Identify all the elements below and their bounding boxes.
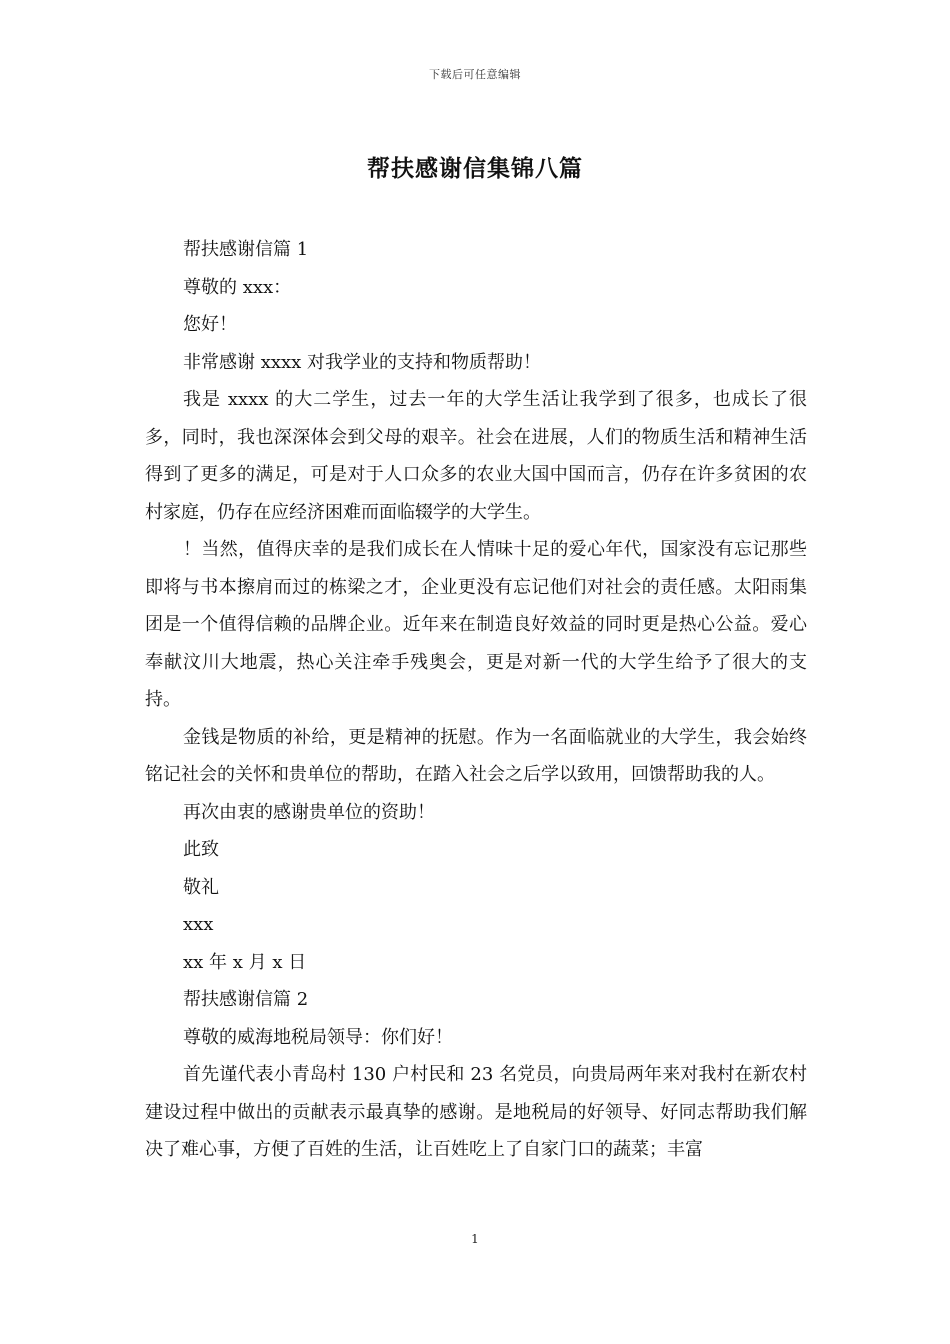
paragraph: 您好！ [183,314,237,335]
paragraph: xxx [183,914,214,935]
paragraph: 首先谨代表小青岛村 130 户村民和 23 名党员，向贵局两年来对我村在新农村建设过程中做出的贡献表示最真挚的感谢。是地税局的好领导、好同志帮助我们解决了难心事，方便了百姓的生活，让百姓吃上了自家门口的蔬菜；丰富 [145,1064,807,1160]
page-number: 1 [471,1232,479,1246]
paragraph: 尊敬的威海地税局领导：你们好！ [183,1026,453,1048]
paragraph: 此致 [183,839,219,860]
paragraph: 金钱是物质的补给，更是精神的抚慰。作为一名面临就业的大学生，我会始终铭记社会的关怀和贵单位的帮助，在踏入社会之后学以致用，回馈帮助我的人。 [145,726,807,785]
paragraph: 我是 xxxx 的大二学生，过去一年的大学生活让我学到了很多，也成长了很多，同时，我也深深体会到父母的艰辛。社会在进展，人们的物质生活和精神生活得到了更多的满足，可是对于人口众多的农业大国中国而言，仍存在许多贫困的农村家庭，仍存在应经济困难而面临辍学的大学生。 [145,389,807,523]
document-body [145,231,807,1169]
document-title: 帮扶感谢信集锦八篇 [367,155,583,182]
paragraph: 非常感谢 xxxx 对我学业的支持和物质帮助！ [183,351,542,373]
paragraph: 帮扶感谢信篇 1 [183,239,309,260]
paragraph: 尊敬的 xxx： [183,276,292,298]
header-note: 下载后可任意编辑 [429,68,521,81]
paragraph: xx 年 x 月 x 日 [183,951,307,973]
paragraph: 帮扶感谢信篇 2 [183,989,309,1010]
paragraph: ！当然，值得庆幸的是我们成长在人情味十足的爱心年代，国家没有忘记那些即将与书本擦肩而过的栋梁之才，企业更没有忘记他们对社会的责任感。太阳雨集团是一个值得信赖的品牌企业。近年来在制造良好效益的同时更是热心公益。爱心奉献汶川大地震，热心关注牵手残奥会，更是对新一代的大学生给予了很大的支持。 [145,539,807,710]
paragraph: 敬礼 [183,876,219,898]
paragraph: 再次由衷的感谢贵单位的资助！ [183,801,435,823]
